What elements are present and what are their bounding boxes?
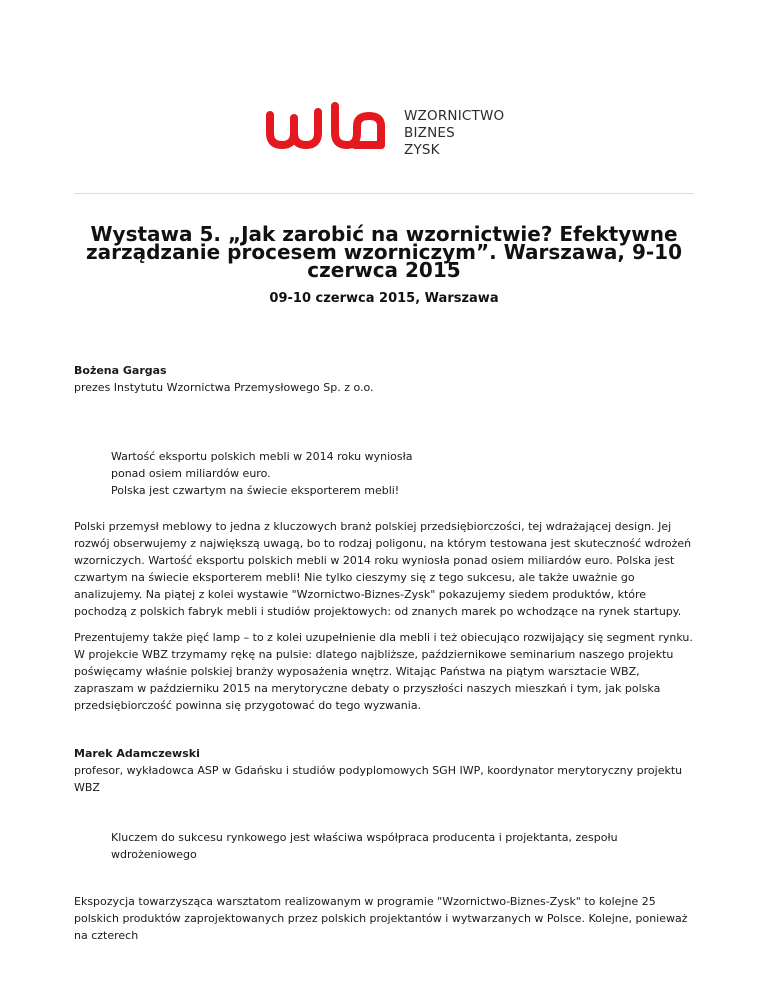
speaker1-block (74, 362, 694, 396)
speaker1-quote-line: Wartość eksportu polskich mebli w 2014 roku wyniosła (111, 450, 413, 463)
speaker1-name: Bożena Gargas (74, 364, 167, 377)
speaker2-quote (111, 829, 671, 863)
speaker1-role: prezes Instytutu Wzornictwa Przemysłowego Sp. z o.o. (74, 381, 374, 394)
logo-line-2: BIZNES (404, 125, 455, 141)
speaker2-quote-line: Kluczem do sukcesu rynkowego jest właściwa współpraca producenta i projektanta, zespołu (111, 831, 618, 844)
logo-line-1: WZORNICTWO (404, 108, 505, 124)
speaker1-quote (111, 448, 671, 499)
logo-wordmark (404, 108, 504, 159)
logo-line-3: ZYSK (404, 142, 440, 158)
speaker2-quote-line: wdrożeniowego (111, 848, 197, 861)
speaker2-name: Marek Adamczewski (74, 747, 200, 760)
speaker2-paragraph: Ekspozycja towarzysząca warsztatom realizowanym w programie "Wzornictwo-Biznes-Zysk" to kolejne 25 polskich produktów zaprojektowanych przez polskich projektantów i wytwarzanych w Polsce. Kolejne, ponieważ na czterech (74, 895, 688, 942)
speaker1-paragraph-2: Prezentujemy także pięć lamp – to z kolei uzupełnienie dla mebli i też obiecująco rozwijający się segment rynku. W projekcie WBZ trzymamy rękę na pulsie: dlatego najbliższe, październikowe seminarium naszego projektu poświęcamy właśnie polskiej branży wyposażenia wnętrz. Witając Państwa na piątym warsztacie WBZ, zapraszam w październiku 2015 na merytoryczne debaty o przyszłości naszych mieszkań i tym, jak polska przedsiębiorczość powinna się przygotować do tego wyzwania. (74, 631, 693, 712)
article-date: 09-10 czerwca 2015, Warszawa (269, 291, 499, 306)
speaker2-block (74, 745, 694, 796)
speaker1-quote-line: Polska jest czwartym na świecie eksporterem mebli! (111, 484, 400, 497)
article-title: Wystawa 5. „Jak zarobić na wzornictwie? Efektywne zarządzanie procesem wzorniczym”. Warszawa, 9-10 czerwca 2015 (85, 222, 683, 282)
speaker2-role: profesor, wykładowca ASP w Gdańsku i studiów podyplomowych SGH IWP, koordynator merytoryczny projektu WBZ (74, 764, 683, 794)
header-divider (74, 193, 694, 194)
speaker1-quote-line: ponad osiem miliardów euro. (111, 467, 271, 480)
speaker1-paragraph-1: Polski przemysł meblowy to jedna z kluczowych branż polskiej przedsiębiorczości, tej wdrażającej design. Jej rozwój obserwujemy z największą uwagą, bo to rodzaj poligonu, na którym testowana jest skuteczność wdrożeń wzorniczych. Wartość eksportu polskich mebli w 2014 roku wyniosła ponad osiem miliardów euro. Polska jest czwartym na świecie eksporterem mebli! Nie tylko cieszymy się z tego sukcesu, ale także uważnie go analizujemy. Na piątej z kolei wystawie "Wzornictwo-Biznes-Zysk" pokazujemy siedem produktów, które pochodzą z polskich fabryk mebli i studiów projektowych: od znanych marek po wchodzące na rynek startupy. (74, 520, 692, 618)
